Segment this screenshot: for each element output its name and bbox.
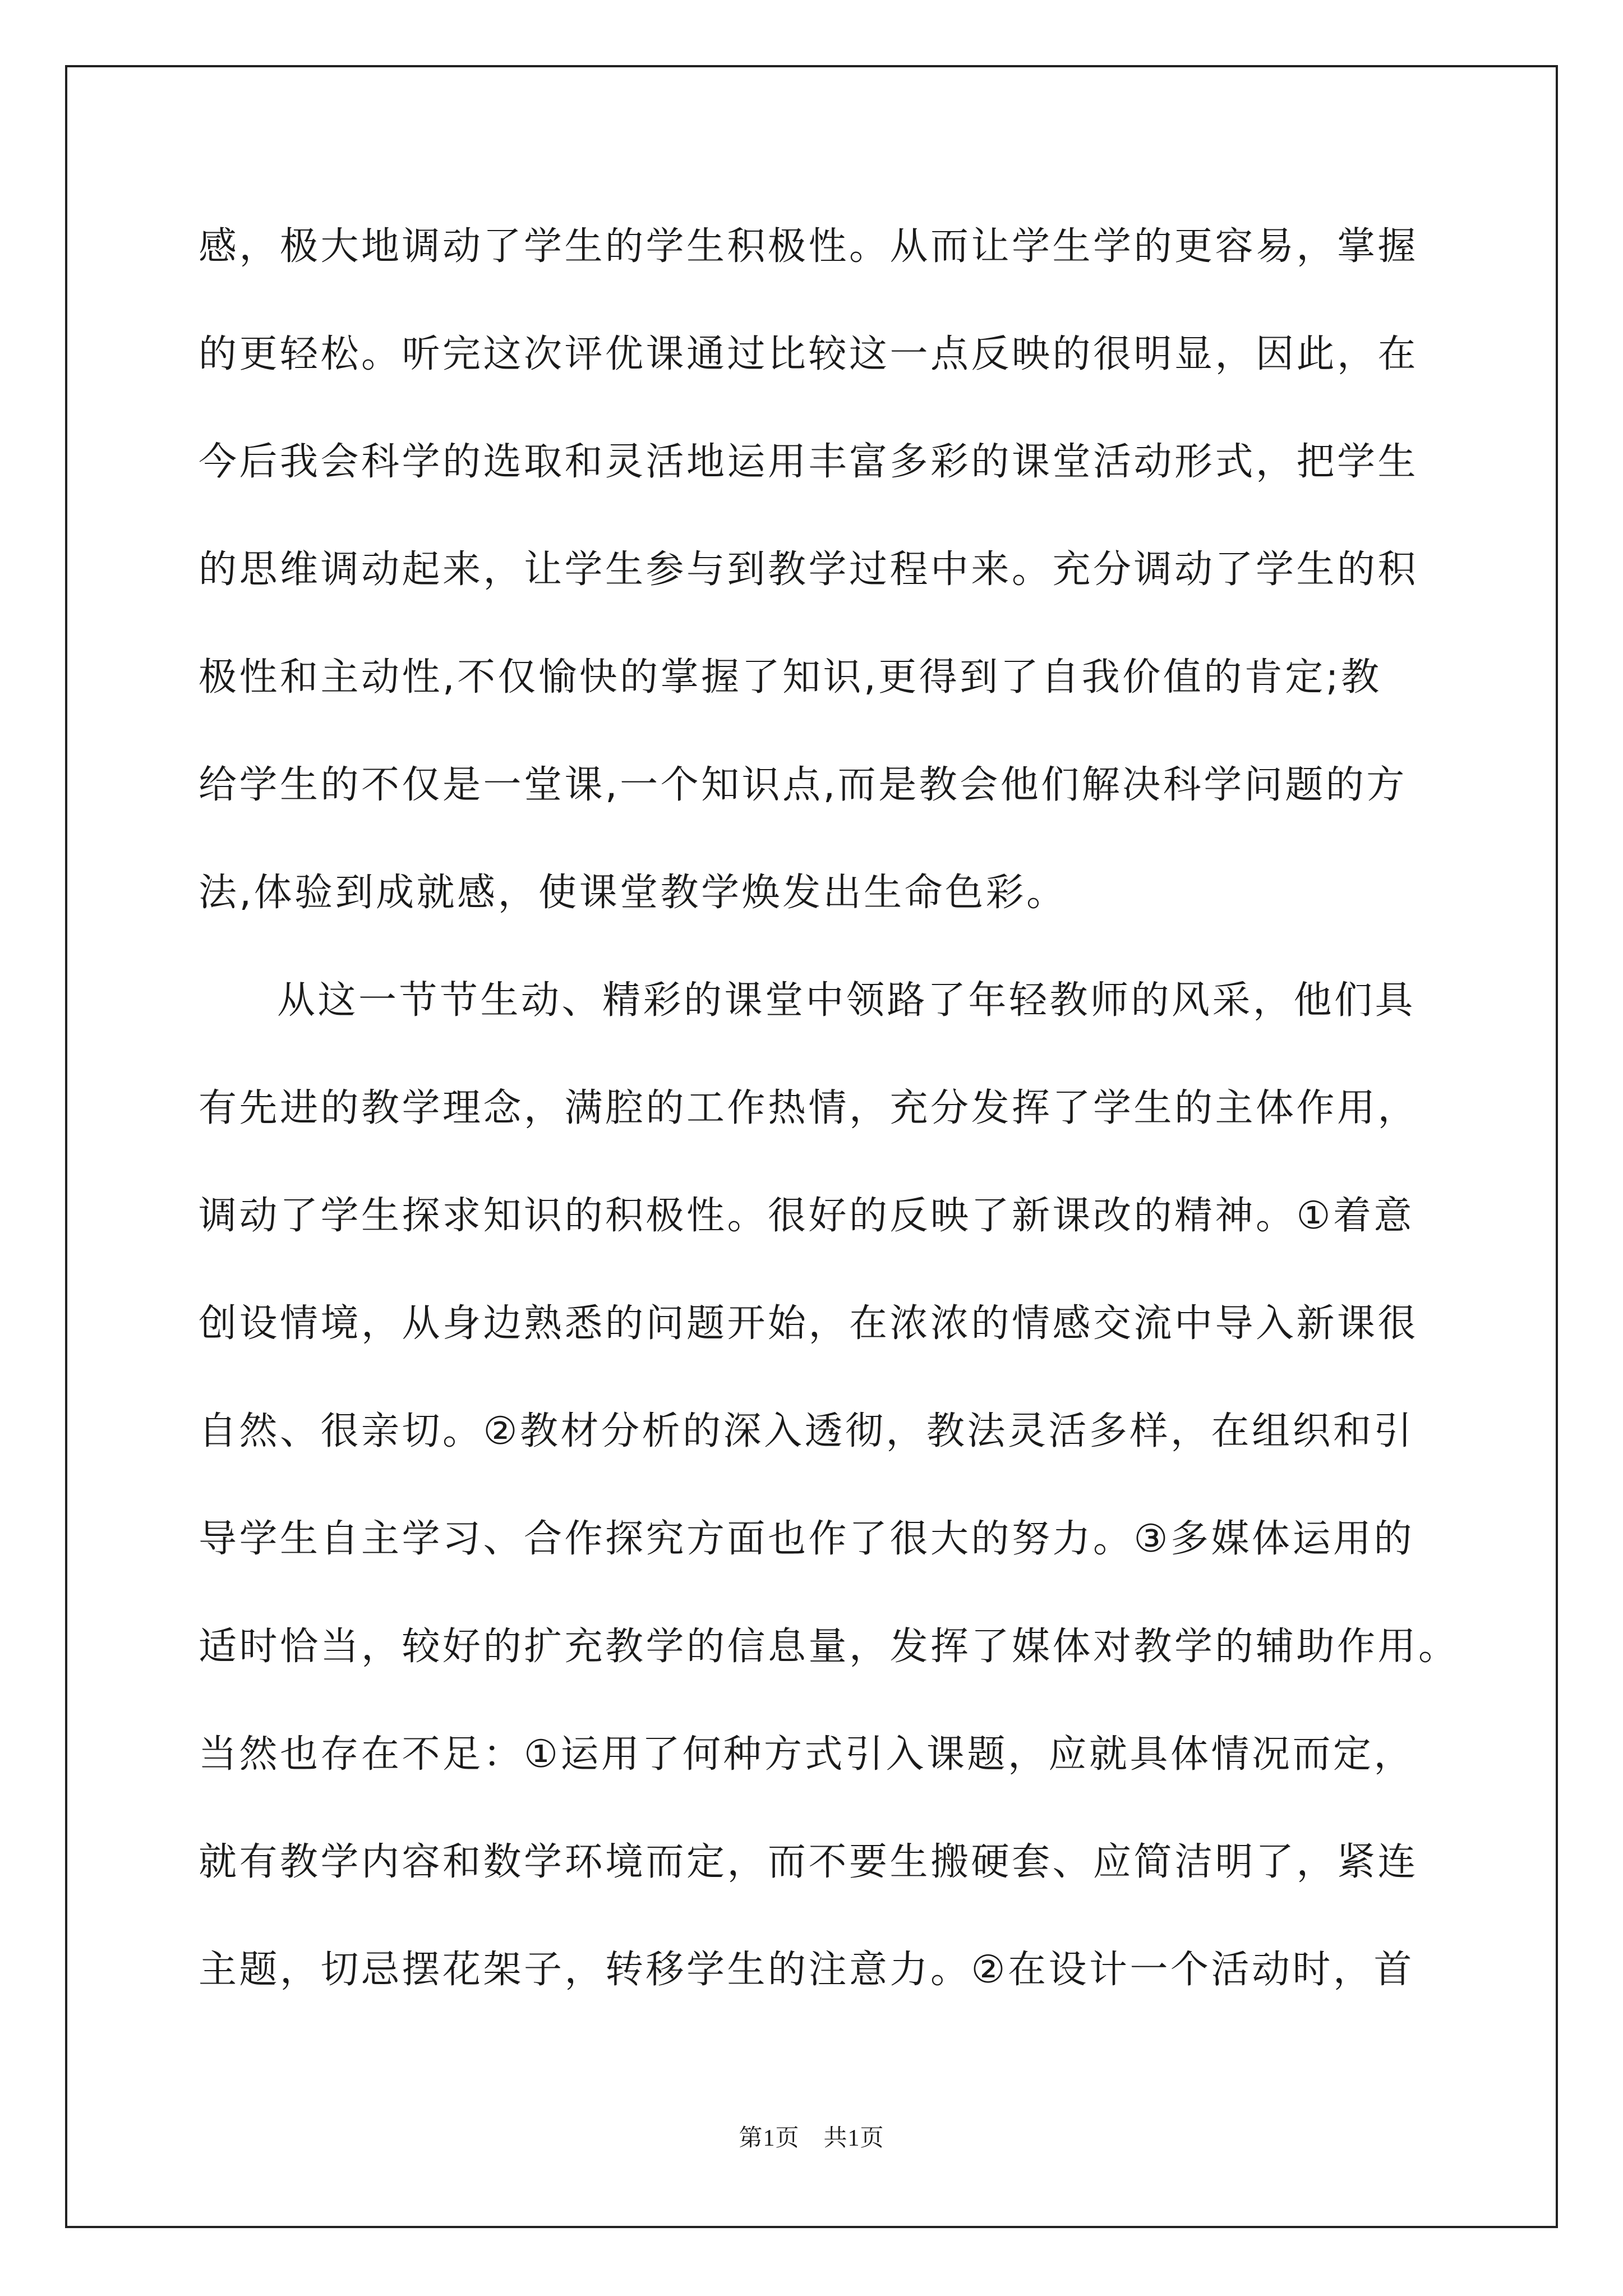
paragraph-start-line: 从这一节节生动、精彩的课堂中领路了年轻教师的风采，他们具 <box>277 978 1416 1023</box>
text-line: 调动了学生探求知识的积极性。很好的反映了新课改的精神。①着意 <box>199 1194 1414 1238</box>
text-line: 的思维调动起来，让学生参与到教学过程中来。充分调动了学生的积 <box>199 547 1419 592</box>
text-line: 给学生的不仅是一堂课,一个知识点,而是教会他们解决科学问题的方 <box>199 763 1407 807</box>
text-line: 感，极大地调动了学生的学生积极性。从而让学生学的更容易，掌握 <box>199 224 1419 269</box>
page-footer: 第1页 共1页 <box>739 2125 884 2151</box>
text-line: 导学生自主学习、合作探究方面也作了很大的努力。③多媒体运用的 <box>199 1517 1414 1561</box>
text-line: 有先进的教学理念，满腔的工作热情，充分发挥了学生的主体作用， <box>199 1086 1419 1130</box>
text-line: 的更轻松。听完这次评优课通过比较这一点反映的很明显，因此，在 <box>199 332 1419 376</box>
document-body <box>199 216 1459 2047</box>
text-line: 主题，切忌摆花架子，转移学生的注意力。②在设计一个活动时，首 <box>199 1948 1414 1992</box>
text-line: 自然、很亲切。②教材分析的深入透彻，教法灵活多样，在组织和引 <box>199 1409 1414 1453</box>
text-line: 当然也存在不足：①运用了何种方式引入课题，应就具体情况而定， <box>199 1732 1414 1777</box>
text-line: 今后我会科学的选取和灵活地运用丰富多彩的课堂活动形式，把学生 <box>199 440 1419 484</box>
text-line: 创设情境，从身边熟悉的问题开始，在浓浓的情感交流中导入新课很 <box>199 1301 1419 1346</box>
text-line: 法,体验到成就感，使课堂教学焕发出生命色彩。 <box>199 871 1067 915</box>
text-line: 极性和主动性,不仅愉快的掌握了知识,更得到了自我价值的肯定;教 <box>199 655 1382 700</box>
text-line: 适时恰当，较好的扩充教学的信息量，发挥了媒体对教学的辅助作用。 <box>199 1625 1459 1669</box>
text-line: 就有教学内容和数学环境而定，而不要生搬硬套、应简洁明了，紧连 <box>199 1840 1419 1884</box>
